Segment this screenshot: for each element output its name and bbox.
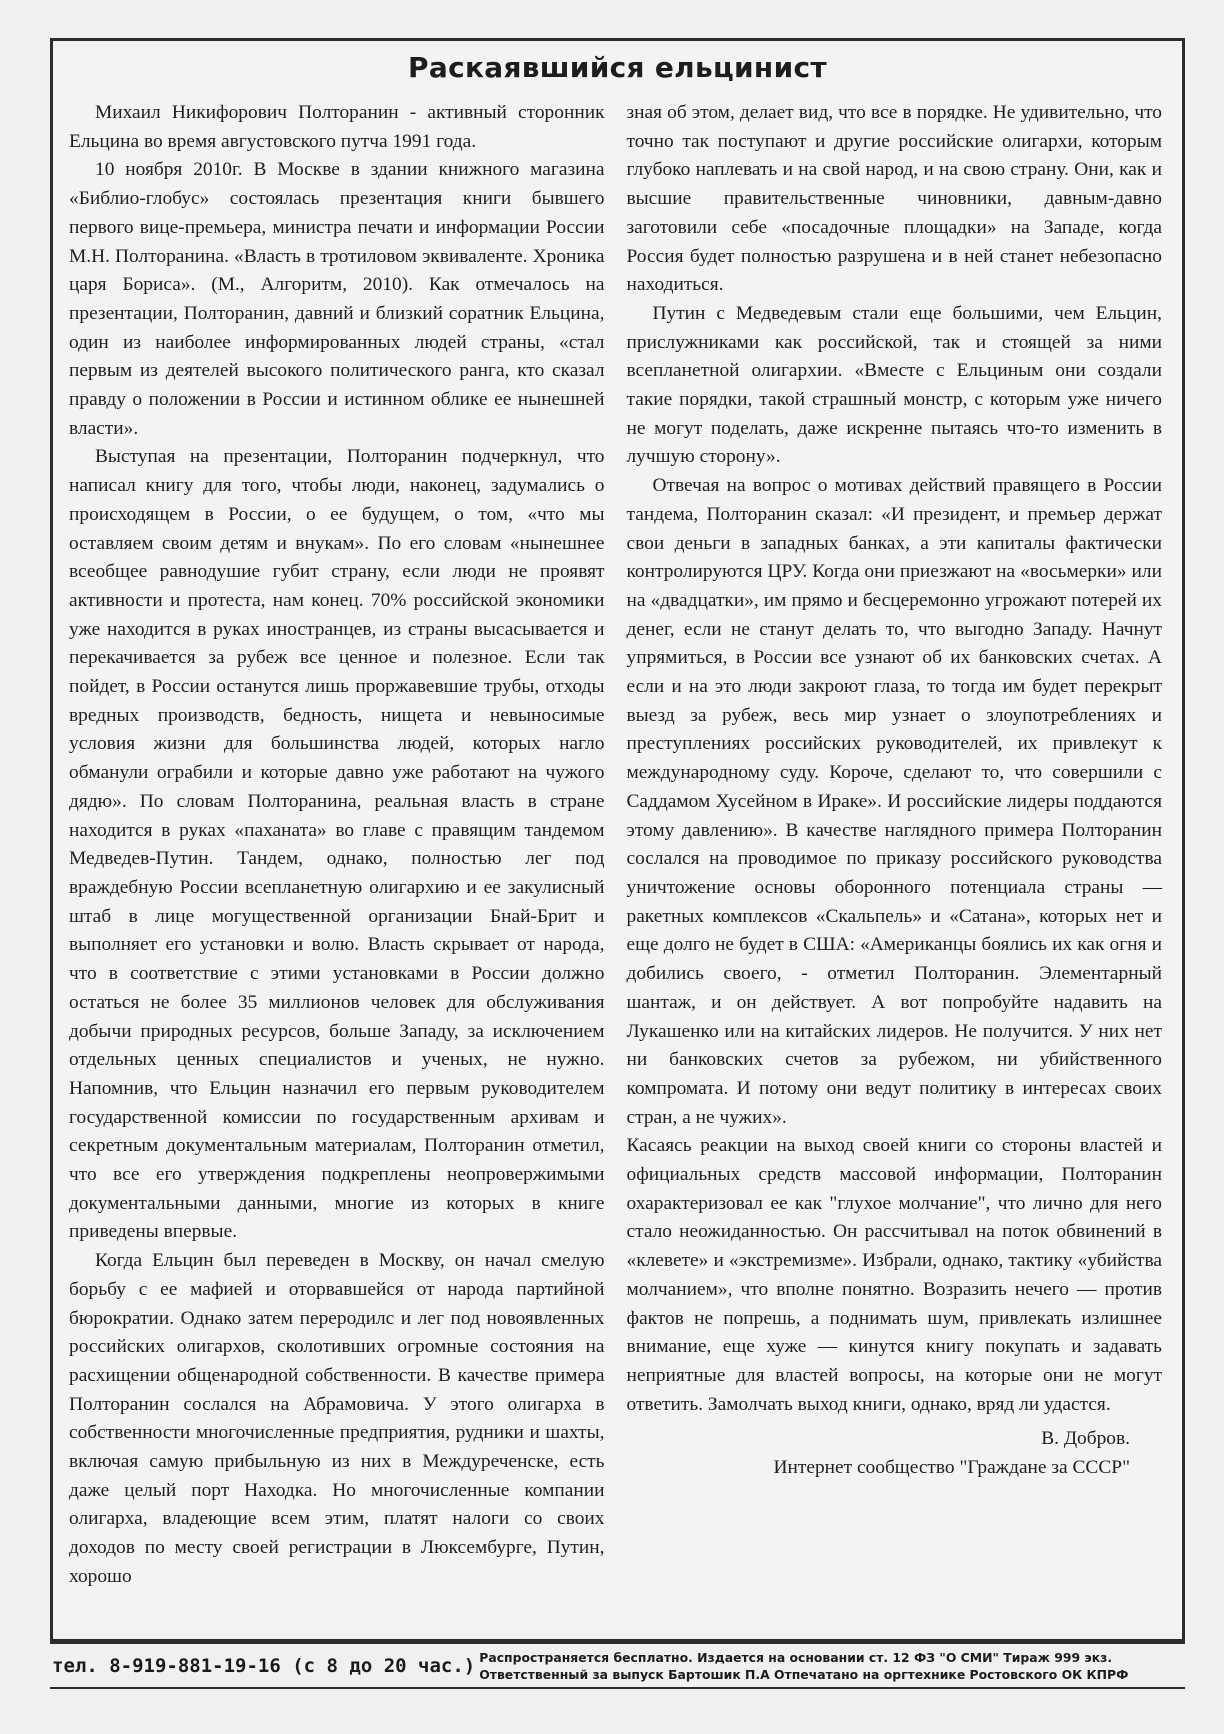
footer-bar bbox=[50, 1642, 1185, 1689]
publication-info-line2: Ответственный за выпуск Бартошик П.А Отпечатано на оргтехнике Ростовского ОК КПРФ bbox=[479, 1666, 1129, 1682]
author-name: В. Добров. bbox=[1041, 1428, 1130, 1450]
paragraph-speech: Выступая на презентации, Полторанин подчеркнул, что написал книгу для того, чтобы люди, наконец, задумались о происходящем в России, о ее будущем, о том, «что мы оставляем своим детям и внукам». По его словам «нынешнее всеобщее равнодушие губит страну, если люди не проявят активности и протеста, нам конец. 70% российской экономики уже находится в руках иностранцев, из страны высасывается и перекачивается за рубеж все ценное и полезное. Если так пойдет, в России останутся лишь проржавевшие трубы, отходы вредных производств, бедность, нищета и невыносимые условия жизни для большинства людей, которых нагло обманули ограбили и которые давно уже работают на чужого дядю». По словам Полторанина, реальная власть в стране находится в руках «паханата» во главе с правящим тандемом Медведев-Путин. Тандем, однако, полностью лег под враждебную России всепланетную олигархию и ее закулисный штаб в лице могущественной организации Бнай-Брит и выполняет его установки и волю. Власть скрывает от народа, что в соответствие с этими установками в России должно остаться не более 35 миллионов человек для обслуживания добычи природных ресурсов, больше Западу, за исключением отдельных ценных специалистов и ученых, не нужно. Напомнив, что Ельцин назначил его первым руководителем государственной комиссии по государственным архивам и секретным документальным материалам, Полторанин отметил, что все его утверждения подкреплены неопровержимыми документальными данными, многие из которых в книге приведены впервые. bbox=[69, 446, 605, 1243]
paragraph-tandem-motives: Отвечая на вопрос о мотивах действий правящего в России тандема, Полторанин сказал: «И президент, и премьер держат свои деньги в западных банках, а эти капиталы фактически контролируются ЦРУ. Когда они приезжают на «восьмерки» или на «двадцатки», им прямо и бесцеремонно угрожают потерей их денег, если не станут делать то, что выгодно Западу. Начнут упрямиться, в России все узнают об их банковских счетах. А если и на это люди закроют глаза, то тогда им будет перекрыт выезд за рубеж, весь мир узнает о злоупотреблениях и преступлениях российских руководителей, их привлекут к международному суду. Короче, сделают то, что совершили с Саддамом Хусейном в Ираке». И российские лидеры поддаются этому давлению». В качестве наглядного примера Полторанин сослался на проводимое по приказу российского руководства уничтожение основы оборонного потенциала страны — ракетных комплексов «Скальпель» и «Сатана», которых нет и еще долго не будет в США: «Американцы боялись их как огня и добились своего, - отметил Полторанин. Элементарный шантаж, и он действует. А вот попробуйте надавить на Лукашенко или на китайских лидеров. Не получится. У них нет ни банковских счетов за рубежом, ни убийственного компромата. И потому они ведут политику в интересах своих стран, а не чужих». bbox=[626, 475, 1162, 1128]
article-title: Раскаявшийся ельцинист bbox=[408, 51, 827, 84]
paragraph-moscow: Когда Ельцин был переведен в Москву, он начал смелую борьбу с ее мафией и оторвавшейся от народа партийной бюрократии. Однако затем перeродилс и лег под новоявленных российских олигархов, сколотивших огромные состояния на расхищении общенародной собственности. В качестве примера Полторанин сослался на Абрамовича. У этого олигарха в собственности многочисленные предприятия, рудники и шахты, включая самую прибыльную из них в Междуреченске, есть даже целый порт Находка. Но многочисленные компании олигарха, владеющие всем этим, платят налоги со своих доходов по месту своей регистрации в Люксембурге, Путин, хорошо bbox=[69, 1250, 605, 1587]
right-column bbox=[627, 99, 1163, 1635]
paragraph-reaction: Касаясь реакции на выход своей книги со стороны властей и официальных средств массовой информации, Полторанин охарактеризовал ее как "глухое молчание", что лично для него стало неожиданностью. Он рассчитывал на поток обвинений в «клевете» и «экстремизме». Избрали, однако, тактику «убийства молчанием», что вполне понятно. Возразить нечего — против фактов не попрешь, а поднимать шум, привлекать излишнее внимание, еще хуже — кинутся книгу покупать и задавать неприятные для властей вопросы, на которые они не могут ответить. Замолчать выход книги, однако, вряд ли удастся. bbox=[626, 1135, 1162, 1415]
signature-block bbox=[627, 1425, 1163, 1482]
author-organization: Интернет сообщество "Граждане за СССР" bbox=[773, 1457, 1130, 1479]
publication-info-line1: Распространяется бесплатно. Издается на основании ст. 12 ФЗ "О СМИ" Тираж 999 экз. bbox=[479, 1649, 1113, 1665]
paragraph-presentation: 10 ноября 2010г. В Москве в здании книжного магазина «Библио-глобус» состоялась презентация книги бывшего первого вице-премьера, министра печати и информации России М.Н. Полторанина. «Власть в тротиловом эквиваленте. Хроника царя Бориса». (М., Алгоритм, 2010). Как отмечалось на презентации, Полторанин, давний и близкий соратник Ельцина, один из наиболее информированных людей страны, «стал первым из деятелей высокого политического ранга, кто сказал правду о положении в России и истинном облике ее нынешней власти». bbox=[69, 159, 605, 439]
paragraph-putin-medvedev: Путин с Медведевым стали еще большими, чем Ельцин, прислужниками как российской, так и стоящей за ними всепланетной олигархии. «Вместе с Ельциным они создали такие порядки, такой страшный монстр, с которым уже ничего не могут поделать, даже искренне пытаясь что-то изменить в лучшую сторону». bbox=[626, 302, 1162, 468]
article-columns bbox=[69, 99, 1162, 1635]
paragraph-continued: зная об этом, делает вид, что все в порядке. Не удивительно, что точно так поступают и другие российские олигархи, которым глубоко наплевать и на свой народ, и на свою страну. Они, как и высшие правительственные чиновники, давным-давно заготовили себе «посадочные площадки» на Западе, когда Россия будет полностью разрушена и в ней станет небезопасно находиться. bbox=[626, 102, 1162, 296]
contact-phone: тел. 8-919-881-19-16 (с 8 до 20 час.) bbox=[52, 1654, 476, 1677]
left-column bbox=[69, 99, 605, 1635]
article-frame bbox=[50, 38, 1185, 1642]
paragraph-intro: Михаил Никифорович Полторанин - активный сторонник Ельцина во время августовского путча 1991 года. bbox=[69, 102, 605, 152]
publication-info bbox=[479, 1649, 1128, 1683]
